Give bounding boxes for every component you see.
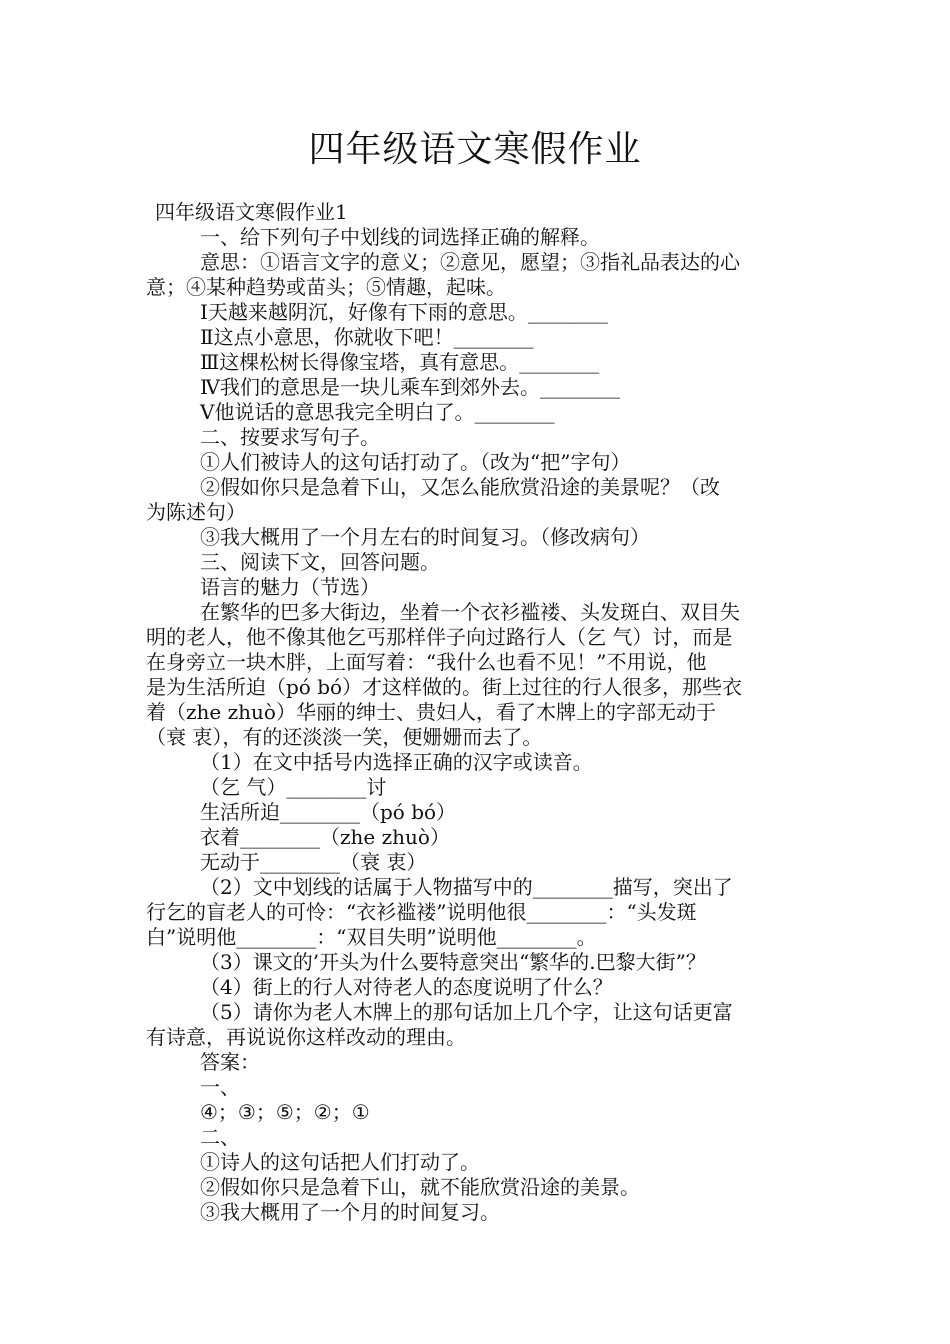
question-heading: 三、阅读下文，回答问题。 — [200, 550, 440, 574]
passage-line: 在身旁立一块木胖，上面写着：“我什么也看不见！”不用说，他 — [146, 650, 707, 674]
sub-question: （乞 气）________讨 — [200, 775, 387, 799]
sub-question: 生活所迫________（pó bó） — [200, 800, 457, 824]
exercise-item: Ⅲ这棵松树长得像宝塔，真有意思。________ — [200, 350, 600, 374]
section-heading: 四年级语文寒假作业1 — [155, 200, 348, 224]
sub-question: （1）在文中括号内选择正确的汉字或读音。 — [200, 750, 593, 774]
sub-question: 有诗意，再说说你这样改动的理由。 — [146, 1025, 466, 1049]
sub-question: 白”说明他________：“双目失明”说明他________。 — [146, 925, 597, 949]
passage-line: （衰 衷），有的还淡淡一笑，便姗姗而去了。 — [146, 725, 543, 749]
sub-question: （3）课文的’开头为什么要特意突出“繁华的.巴黎大街”？ — [200, 950, 706, 974]
answer-line: ①诗人的这句话把人们打动了。 — [200, 1150, 480, 1174]
passage-line: 着（zhe zhuò）华丽的绅士、贵妇人，看了木牌上的字部无动于 — [146, 700, 716, 724]
sub-question: （4）街上的行人对待老人的态度说明了什么？ — [200, 975, 613, 999]
exercise-item: Ⅰ天越来越阴沉，好像有下雨的意思。________ — [200, 300, 608, 324]
exercise-item: ①人们被诗人的这句话打动了。（改为“把”字句） — [200, 450, 631, 474]
passage-line: 是为生活所迫（pó bó）才这样做的。街上过往的行人很多，那些衣 — [146, 675, 743, 699]
sub-question: 行乞的盲老人的可怜：“衣衫褴褛”说明他很________：“头发斑 — [146, 900, 697, 924]
answer-section: 二、 — [200, 1125, 240, 1149]
sub-question: 衣着________（zhe zhuò） — [200, 825, 450, 849]
exercise-item: 为陈述句） — [146, 500, 246, 524]
paragraph-line: 意思：①语言文字的意义；②意见，愿望；③指礼品表达的心 — [200, 250, 740, 274]
answer-line: ②假如你只是急着下山，就不能欣赏沿途的美景。 — [200, 1175, 640, 1199]
sub-question: 无动于________（衰 衷） — [200, 850, 427, 874]
exercise-item: ③我大概用了一个月左右的时间复习。（修改病句） — [200, 525, 650, 549]
answer-line: ④；③；⑤；②；① — [200, 1100, 370, 1124]
question-heading: 一、给下列句子中划线的词选择正确的解释。 — [200, 225, 600, 249]
answer-line: ③我大概用了一个月的时间复习。 — [200, 1200, 500, 1224]
answer-section: 一、 — [200, 1075, 240, 1099]
sub-question: （2）文中划线的话属于人物描写中的________描写，突出了 — [200, 875, 733, 899]
exercise-item: ②假如你只是急着下山，又怎么能欣赏沿途的美景呢？（改 — [200, 475, 720, 499]
passage-line: 在繁华的巴多大街边，坐着一个衣衫褴褛、头发斑白、双目失 — [200, 600, 740, 624]
passage-line: 明的老人，他不像其他乞丐那样伴子向过路行人（乞 气）讨，而是 — [146, 625, 733, 649]
exercise-item: Ⅴ他说话的意思我完全明白了。________ — [200, 400, 555, 424]
answer-heading: 答案： — [200, 1050, 260, 1074]
exercise-item: Ⅱ这点小意思，你就收下吧！________ — [200, 325, 534, 349]
exercise-item: Ⅳ我们的意思是一块儿乘车到郊外去。________ — [200, 375, 620, 399]
paragraph-line: 意；④某种趋势或苗头；⑤情趣，起味。 — [146, 275, 506, 299]
question-heading: 二、按要求写句子。 — [200, 425, 380, 449]
document-title: 四年级语文寒假作业 — [308, 129, 642, 170]
passage-title: 语言的魅力（节选） — [200, 575, 380, 599]
sub-question: （5）请你为老人木牌上的那句话加上几个字，让这句话更富 — [200, 1000, 733, 1024]
